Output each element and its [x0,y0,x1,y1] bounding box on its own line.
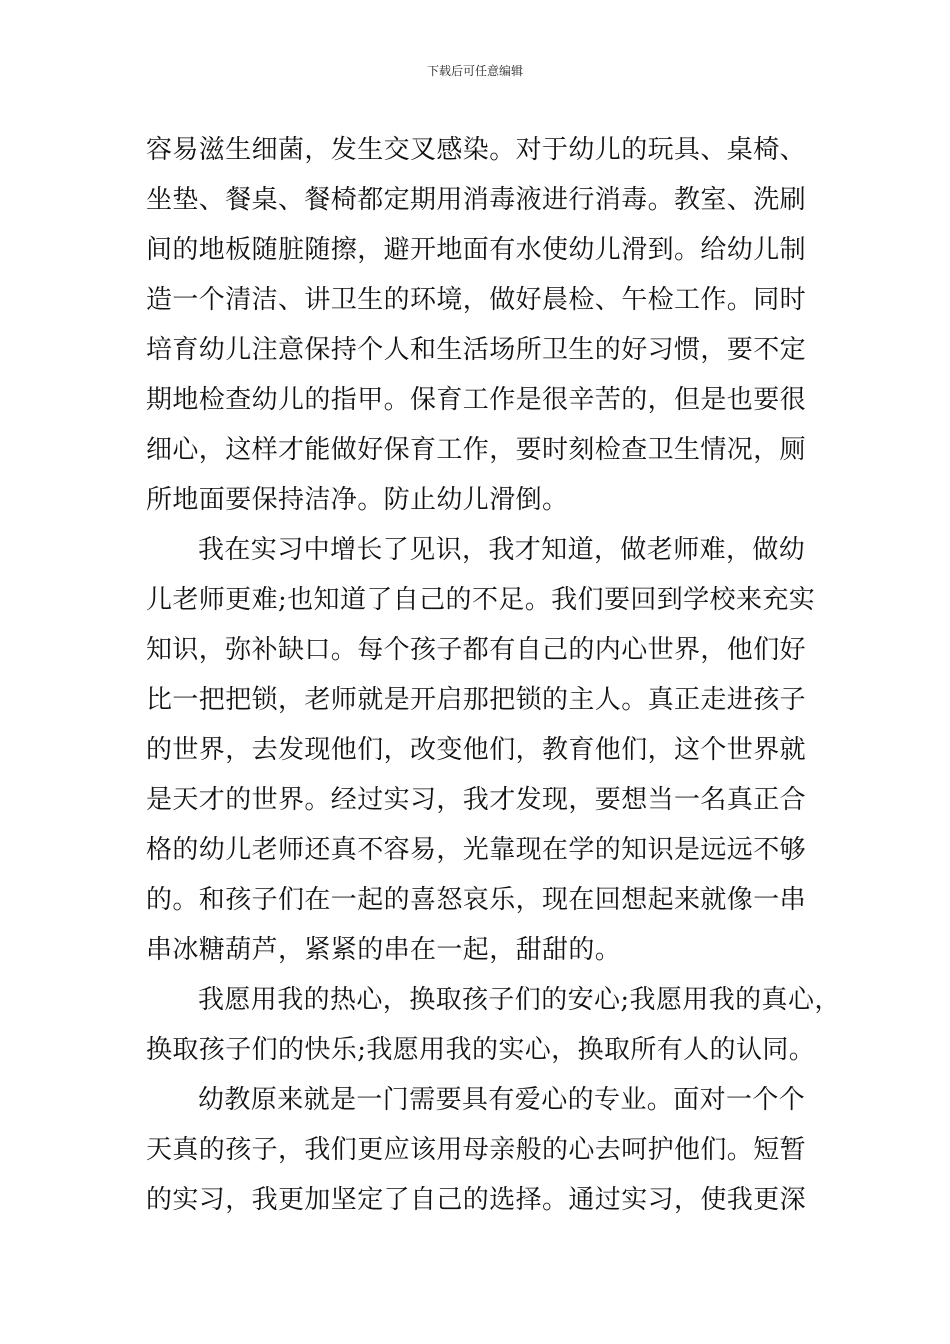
text-line: 的实习，我更加坚定了自己的选择。通过实习，使我更深 [146,1185,807,1215]
text-line: 造一个清洁、讲卫生的环境，做好晨检、午检工作。同时 [146,285,807,315]
text-line: 格的幼儿老师还真不容易，光靠现在学的知识是远远不够 [146,835,807,865]
text-line: 幼教原来就是一门需要具有爱心的专业。面对一个个 [198,1085,806,1115]
text-line: 的。和孩子们在一起的喜怒哀乐，现在回想起来就像一串 [146,885,807,915]
text-line: 比一把把锁，老师就是开启那把锁的主人。真正走进孩子 [146,685,807,715]
text-line: 所地面要保持洁净。防止幼儿滑倒。 [146,485,569,515]
text-line: 期地检查幼儿的指甲。保育工作是很辛苦的，但是也要很 [146,385,807,415]
text-line: 间的地板随脏随擦，避开地面有水使幼儿滑到。给幼儿制 [146,235,807,265]
text-line: 细心，这样才能做好保育工作，要时刻检查卫生情况，厕 [146,435,807,465]
text-line: 串冰糖葫芦，紧紧的串在一起，甜甜的。 [146,935,622,965]
text-line: 我愿用我的热心，换取孩子们的安心;我愿用我的真心， [198,985,841,1015]
text-line: 换取孩子们的快乐;我愿用我的实心，换取所有人的认同。 [146,1035,816,1065]
text-line: 是天才的世界。经过实习，我才发现，要想当一名真正合 [146,785,807,815]
text-line: 天真的孩子，我们更应该用母亲般的心去呵护他们。短暂 [146,1135,807,1165]
text-line: 培育幼儿注意保持个人和生活场所卫生的好习惯，要不定 [146,335,807,365]
text-line: 我在实习中增长了见识，我才知道，做老师难，做幼 [198,535,806,565]
text-line: 儿老师更难;也知道了自己的不足。我们要回到学校来充实 [146,585,816,615]
text-line: 知识，弥补缺口。每个孩子都有自己的内心世界，他们好 [146,635,807,665]
text-line: 容易滋生细菌，发生交叉感染。对于幼儿的玩具、桌椅、 [146,135,807,165]
text-line: 的世界，去发现他们，改变他们，教育他们，这个世界就 [146,735,807,765]
page-header: 下载后可任意编辑 [426,64,523,78]
text-line: 坐垫、餐桌、餐椅都定期用消毒液进行消毒。教室、洗刷 [146,185,807,215]
